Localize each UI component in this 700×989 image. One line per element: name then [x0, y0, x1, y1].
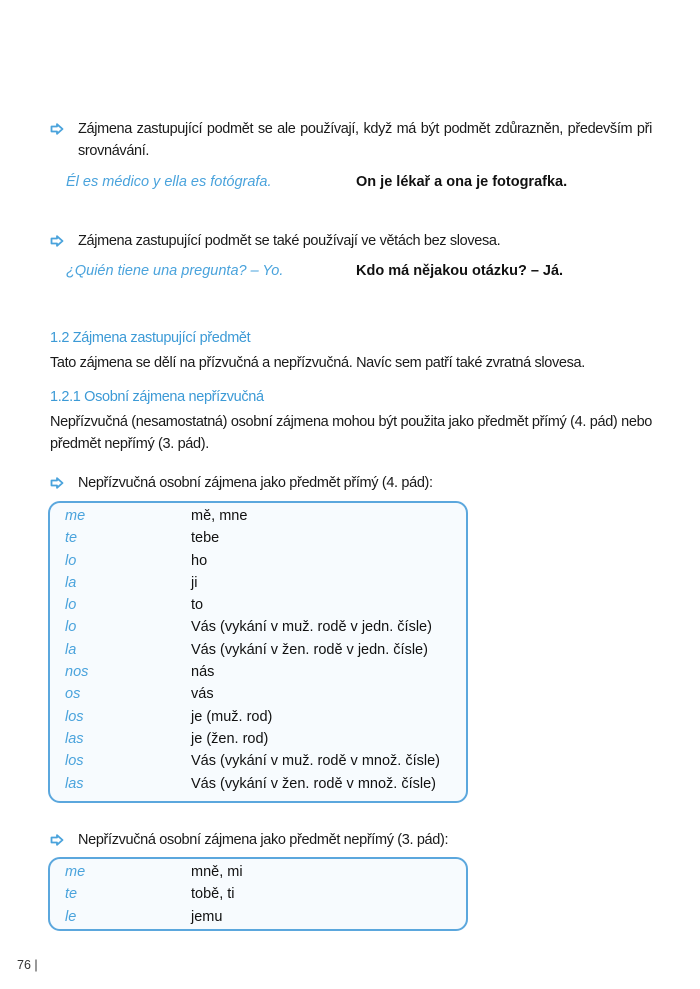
czech-translation: je (žen. rod)	[191, 730, 269, 747]
czech-translation: ho	[191, 552, 208, 569]
czech-translation: mě, mne	[191, 508, 248, 524]
spanish-pronoun: le	[65, 908, 77, 925]
spanish-pronoun: te	[65, 530, 78, 547]
table-row	[50, 661, 466, 683]
table-row	[50, 550, 466, 572]
czech-translation: tobě, ti	[191, 886, 235, 903]
czech-translation: Vás (vykání v žen. rodě v množ. čísle)	[191, 775, 436, 792]
spanish-pronoun: la	[65, 641, 77, 658]
spanish-pronoun: me	[65, 864, 86, 880]
spanish-pronoun: los	[65, 753, 84, 770]
table-row	[50, 883, 466, 905]
czech-translation: to	[191, 597, 204, 614]
example-czech: On je lékař a ona je fotografka.	[356, 174, 568, 190]
pronoun-table-indirect	[48, 857, 468, 931]
bullet-text: Zájmena zastupující podmět se také používají ve větách bez slovesa.	[78, 233, 501, 249]
page-number-value: 76	[17, 958, 31, 972]
czech-translation: je (muž. rod)	[191, 708, 273, 725]
section-paragraph: Tato zájmena se dělí na přízvučná a nepřízvučná. Navíc sem patří také zvratná slovesa.	[50, 355, 585, 371]
table-row	[50, 861, 466, 883]
table-row	[50, 572, 466, 594]
spanish-pronoun: lo	[65, 619, 77, 636]
example-spanish: ¿Quién tiene una pregunta? – Yo.	[66, 263, 284, 279]
arrow-right-icon	[50, 477, 64, 489]
bullet-item	[50, 829, 652, 851]
table-row	[50, 683, 466, 705]
bullet-text: Zájmena zastupující podmět se ale používají, když má být podmět zdůrazněn, především při srovnávání.	[78, 121, 652, 159]
bullet-text: Nepřízvučná osobní zájmena jako předmět přímý (4. pád):	[78, 475, 433, 491]
czech-translation: jemu	[191, 908, 223, 925]
bullet-text: Nepřízvučná osobní zájmena jako předmět nepřímý (3. pád):	[78, 832, 449, 848]
example-spanish: Él es médico y ella es fotógrafa.	[66, 174, 272, 190]
czech-translation: Vás (vykání v žen. rodě v jedn. čísle)	[191, 641, 428, 658]
spanish-pronoun: os	[65, 686, 81, 703]
czech-translation: nás	[191, 664, 215, 681]
spanish-pronoun: la	[65, 574, 77, 591]
spanish-pronoun: lo	[65, 552, 77, 569]
page-number-separator: |	[30, 958, 38, 972]
spanish-pronoun: nos	[65, 664, 89, 681]
bullet-item	[50, 472, 652, 494]
table-row	[50, 750, 466, 772]
czech-translation: Vás (vykání v muž. rodě v jedn. čísle)	[191, 619, 432, 636]
pronoun-table-direct	[48, 501, 468, 803]
table-row	[50, 728, 466, 750]
spanish-pronoun: las	[65, 775, 84, 792]
bullet-item	[50, 118, 652, 162]
czech-translation: Vás (vykání v muž. rodě v množ. čísle)	[191, 753, 440, 770]
table-row	[50, 527, 466, 549]
subsection-heading: 1.2.1 Osobní zájmena nepřízvučná	[50, 389, 264, 405]
czech-translation: tebe	[191, 530, 220, 547]
czech-translation: mně, mi	[191, 864, 243, 880]
example-czech: Kdo má nějakou otázku? – Já.	[356, 263, 564, 279]
spanish-pronoun: lo	[65, 597, 77, 614]
arrow-right-icon	[50, 235, 64, 247]
table-row	[50, 639, 466, 661]
spanish-pronoun: me	[65, 508, 86, 524]
spanish-pronoun: los	[65, 708, 84, 725]
table-row	[50, 706, 466, 728]
czech-translation: vás	[191, 686, 214, 703]
czech-translation: ji	[191, 574, 198, 591]
table-row	[50, 616, 466, 638]
spanish-pronoun: las	[65, 730, 84, 747]
table-row	[50, 773, 466, 795]
page-number	[17, 958, 38, 972]
table-row	[50, 594, 466, 616]
subsection-paragraph: Nepřízvučná (nesamostatná) osobní zájmena mohou být použita jako předmět přímý (4. pád) nebo předmět nepřímý (3. pád).	[50, 414, 652, 452]
arrow-right-icon	[50, 123, 64, 135]
spanish-pronoun: te	[65, 886, 78, 903]
table-row	[50, 906, 466, 928]
section-heading: 1.2 Zájmena zastupující předmět	[50, 330, 251, 346]
bullet-item	[50, 230, 652, 252]
table-row	[50, 505, 466, 527]
arrow-right-icon	[50, 834, 64, 846]
